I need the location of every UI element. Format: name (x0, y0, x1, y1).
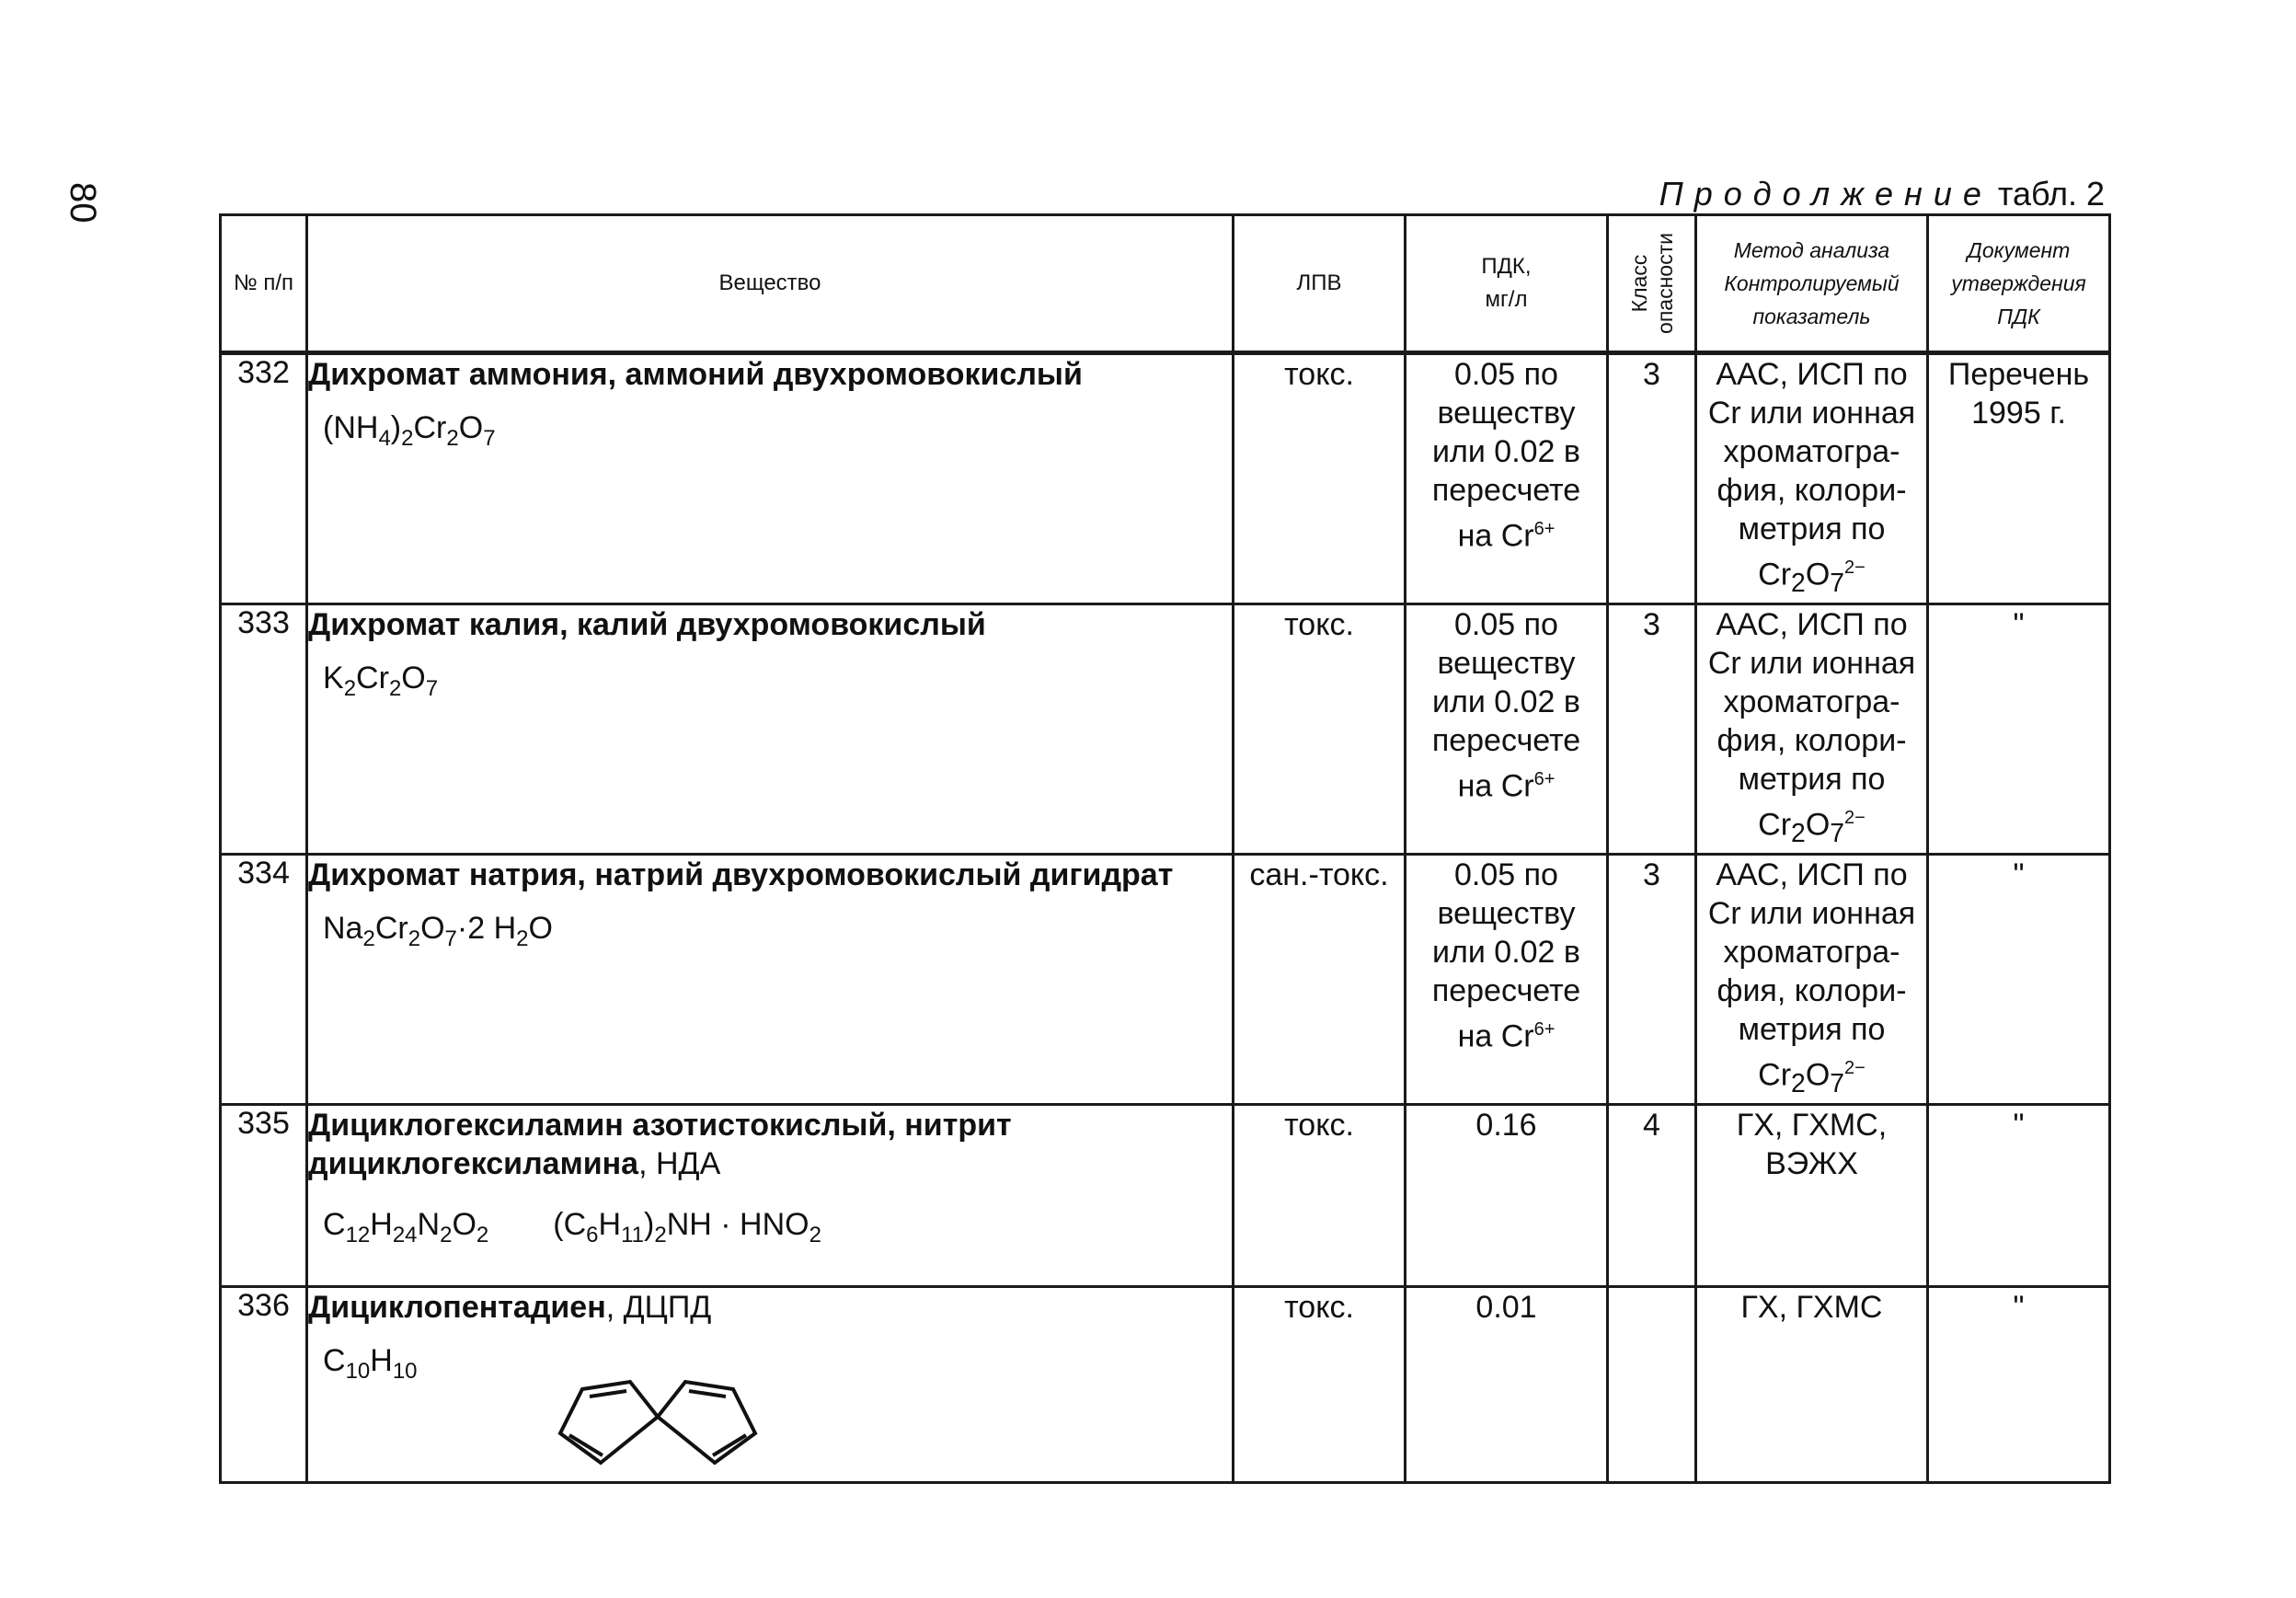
header-doc-line1: Документ (1967, 238, 2071, 262)
substance-name: Дициклогексиламин азотистокислый, нитрит дициклогексиламина, НДА (308, 1108, 1012, 1182)
row-num: 336 (221, 1287, 307, 1483)
method-cell: ААС, ИСП по Cr или ионная хроматогра- фия, колори- метрия по $Cr_2O_7^{2-}$ (1696, 604, 1928, 855)
chemical-formula: $C_{12}H_{24}N_2O_2$ $(C_6H_{11})_2NH \cdot HNO_2$ (323, 1207, 821, 1248)
table-caption (1659, 175, 2105, 213)
lpv-cell: токс. (1234, 1287, 1406, 1483)
page-number: 80 (63, 182, 103, 224)
method-cell: ААС, ИСП по Cr или ионная хроматогра- фия, колори- метрия по $Cr_2O_7^{2-}$ (1696, 855, 1928, 1105)
caption-continued: Продолжение (1659, 175, 1992, 213)
header-lpv: ЛПВ (1234, 215, 1406, 353)
pdk-cell: 0.05 по веществу или 0.02 в пересчете на $Cr^{6+}$ (1406, 353, 1608, 604)
header-pdk (1406, 215, 1608, 353)
header-pdk-line1: ПДК, (1481, 254, 1532, 279)
document-cell: " (1928, 1287, 2110, 1483)
chemical-formula: $K_2Cr_2O_7$ (323, 661, 439, 701)
header-doc-line2: утверждения (1951, 271, 2086, 295)
header-hazard-line2: опасности (1652, 233, 1677, 334)
table-row (221, 1287, 2110, 1483)
header-pdk-line2: мг/л (1485, 287, 1528, 312)
row-num: 333 (221, 604, 307, 855)
method-cell: ААС, ИСП по Cr или ионная хроматогра- фия, колори- метрия по $Cr_2O_7^{2-}$ (1696, 353, 1928, 604)
lpv-cell: сан.-токс. (1234, 855, 1406, 1105)
substance-cell (307, 604, 1234, 855)
header-doc-line3: ПДК (1997, 305, 2040, 328)
method-cell: ГХ, ГХМС, ВЭЖХ (1696, 1105, 1928, 1287)
method-cell: ГХ, ГХМС (1696, 1287, 1928, 1483)
header-method (1696, 215, 1928, 353)
document-cell: " (1928, 1105, 2110, 1287)
document-cell: " (1928, 855, 2110, 1105)
document-cell: Перечень 1995 г. (1928, 353, 2110, 604)
pdk-cell: 0.05 по веществу или 0.02 в пересчете на $Cr^{6+}$ (1406, 604, 1608, 855)
header-hazard-line1: Класс (1626, 254, 1651, 313)
table-row (221, 1105, 2110, 1287)
chemical-formula: $(NH_4)_2Cr_2O_7$ (323, 410, 496, 451)
header-hazard (1608, 215, 1696, 353)
substances-table (219, 213, 2111, 1484)
table-row (221, 855, 2110, 1105)
substance-name: Дихромат калия, калий двухромовокислый (308, 607, 986, 643)
header-method-line1: Метод анализа (1733, 238, 1890, 262)
lpv-cell: токс. (1234, 604, 1406, 855)
table-row (221, 604, 2110, 855)
header-method-line3: показатель (1752, 305, 1871, 328)
header-doc (1928, 215, 2110, 353)
header-num: № п/п (221, 215, 307, 353)
caption-table-ref: табл. 2 (1997, 175, 2105, 213)
hazard-class-cell (1608, 1287, 1696, 1483)
header-substance: Вещество (307, 215, 1234, 353)
hazard-class-cell: 3 (1608, 855, 1696, 1105)
substance-cell (307, 353, 1234, 604)
substance-name: Дихромат натрия, натрий двухромовокислый дигидрат (308, 857, 1174, 893)
hazard-class-cell: 4 (1608, 1105, 1696, 1287)
substance-cell (307, 1287, 1234, 1483)
header-method-line2: Контролируемый (1724, 271, 1900, 295)
substance-cell (307, 1105, 1234, 1287)
structural-formula-icon (538, 1363, 777, 1474)
table-header-row (221, 215, 2110, 353)
substance-cell (307, 855, 1234, 1105)
row-num: 332 (221, 353, 307, 604)
pdk-cell: 0.05 по веществу или 0.02 в пересчете на $Cr^{6+}$ (1406, 855, 1608, 1105)
substance-name: Дициклопентадиен, ДЦПД (308, 1290, 712, 1326)
row-num: 334 (221, 855, 307, 1105)
ion-formula: $Cr_2O_7^{2-}$ (1758, 557, 1866, 599)
substance-name: Дихромат аммония, аммоний двухромовокислый (308, 357, 1083, 392)
ion-formula: $Cr_2O_7^{2-}$ (1758, 1057, 1866, 1099)
pdk-cell: 0.01 (1406, 1287, 1608, 1483)
hazard-class-cell: 3 (1608, 604, 1696, 855)
hazard-class-cell: 3 (1608, 353, 1696, 604)
chemical-formula: $Na_2Cr_2O_7\cdot 2$ $H_2O$ (323, 911, 553, 952)
ion-formula: $Cr_2O_7^{2-}$ (1758, 807, 1866, 849)
lpv-cell: токс. (1234, 1105, 1406, 1287)
pdk-cell: 0.16 (1406, 1105, 1608, 1287)
lpv-cell: токс. (1234, 353, 1406, 604)
chemical-formula: $C_{10}H_{10}$ (323, 1343, 418, 1385)
row-num: 335 (221, 1105, 307, 1287)
table-row (221, 353, 2110, 604)
document-cell: " (1928, 604, 2110, 855)
